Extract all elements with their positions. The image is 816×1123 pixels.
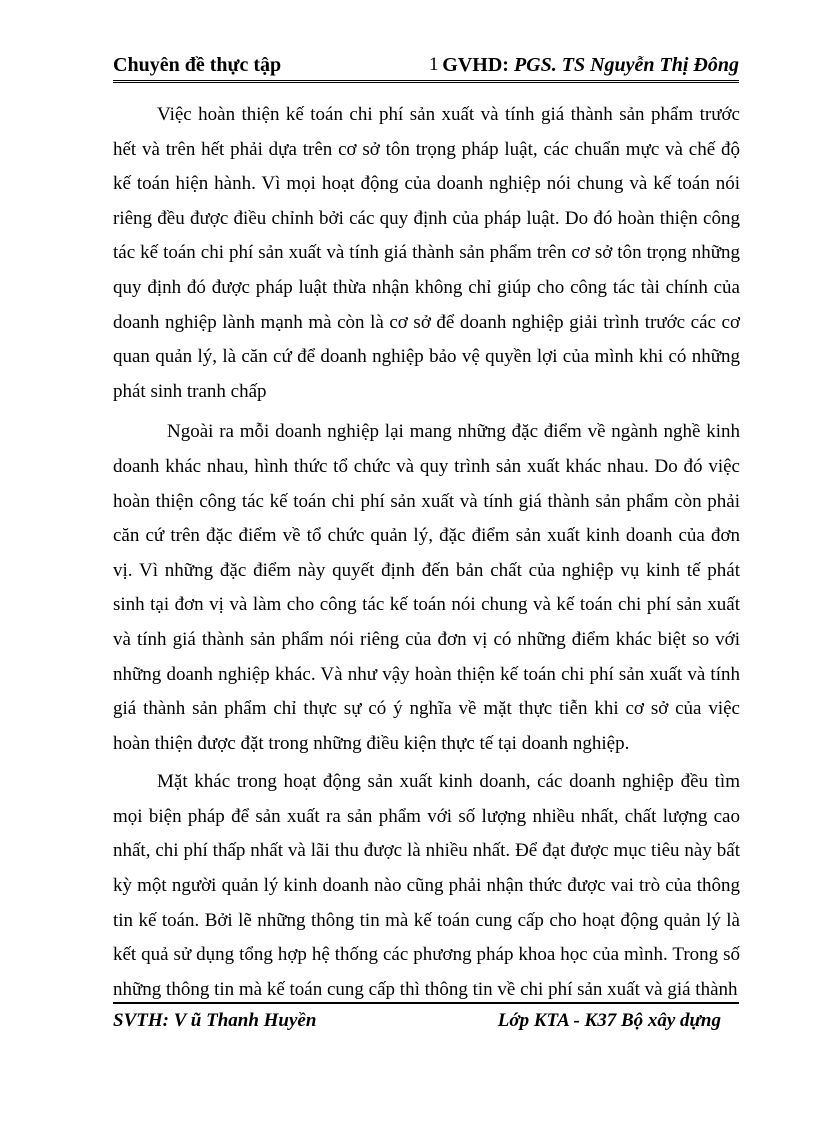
footer-student: SVTH: V ũ Thanh Huyền xyxy=(113,1010,317,1031)
page-number: 1 xyxy=(429,54,439,75)
supervisor-name: PGS. TS Nguyễn Thị Đông xyxy=(513,54,739,76)
document-body xyxy=(113,98,740,1007)
paragraph-2: Ngoài ra mỗi doanh nghiệp lại mang những đặc điểm về ngành nghề kinh doanh khác nhau, hình thức tổ chức và quy trình sản xuất khác nhau. Do đó việc hoàn thiện công tác kế toán chi phí sản xuất và tính giá thành sản phẩm còn phải căn cứ trên đặc điểm về tổ chức quản lý, đặc điểm sản xuất kinh doanh của đơn vị. Vì những đặc điểm này quyết định đến bản chất của nghiệp vụ kinh tế phát sinh tại đơn vị và làm cho công tác kế toán nói chung và kế toán chi phí sản xuất và tính giá thành sản phẩm nói riêng của đơn vị có những điểm khác biệt so với những doanh nghiệp khác. Và như vậy hoàn thiện kế toán chi phí sản xuất và tính giá thành sản phẩm chỉ thực sự có ý nghĩa về mặt thực tiễn khi cơ sở của việc hoàn thiện được đặt trong những điều kiện thực tế tại doanh nghiệp. xyxy=(113,421,740,754)
header-supervisor xyxy=(442,54,739,77)
header-title: Chuyên đề thực tập xyxy=(113,54,282,76)
paragraph-1: Việc hoàn thiện kế toán chi phí sản xuất và tính giá thành sản phẩm trước hết và trên hết phải dựa trên cơ sở tôn trọng pháp luật, các chuẩn mực và chế độ kế toán hiện hành. Vì mọi hoạt động của doanh nghiệp nói chung và kế toán nói riêng đều được điều chỉnh bởi các quy định của pháp luật. Do đó hoàn thiện công tác kế toán chi phí sản xuất và tính giá thành sản phẩm trên cơ sở tôn trọng những quy định đó được pháp luật thừa nhận không chỉ giúp cho công tác tài chính của doanh nghiệp lành mạnh mà còn là cơ sở để doanh nghiệp giải trình trước các cơ quan quản lý, là căn cứ để doanh nghiệp bảo vệ quyền lợi của mình khi có những phát sinh tranh chấp xyxy=(113,104,740,402)
page-header xyxy=(113,50,739,83)
page-footer xyxy=(113,1002,739,1031)
supervisor-label: GVHD: xyxy=(442,54,514,76)
footer-class: Lớp KTA - K37 Bộ xây dựng xyxy=(497,1010,721,1031)
paragraph-3: Mặt khác trong hoạt động sản xuất kinh doanh, các doanh nghiệp đều tìm mọi biện pháp để sản xuất ra sản phẩm với số lượng nhiều nhất, chất lượng cao nhất, chi phí thấp nhất và lãi thu được là nhiều nhất. Để đạt được mục tiêu này bất kỳ một người quản lý kinh doanh nào cũng phải nhận thức được vai trò của thông tin kế toán. Bởi lẽ những thông tin mà kế toán cung cấp cho hoạt động quản lý là kết quả sử dụng tổng hợp hệ thống các phương pháp khoa học của mình. Trong số những thông tin mà kế toán cung cấp thì thông tin về chi phí sản xuất và giá thành xyxy=(113,771,740,1000)
